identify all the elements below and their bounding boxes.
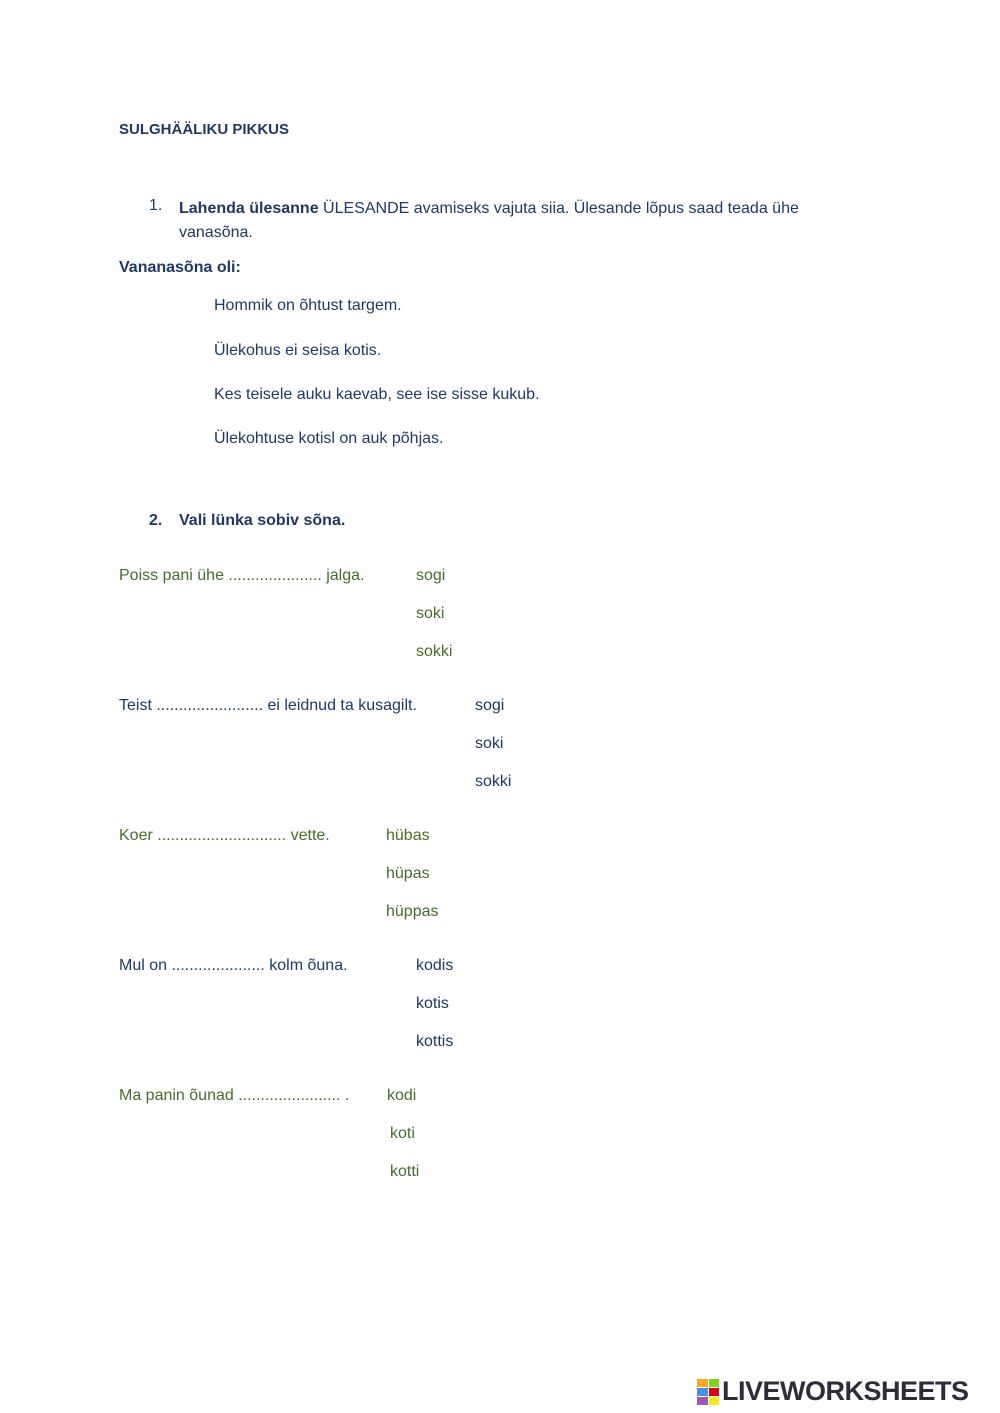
proverb-option[interactable]: Ülekohus ei seisa kotis.: [214, 342, 382, 359]
proverb-option[interactable]: Hommik on õhtust targem.: [214, 297, 402, 314]
question-sentence: Mul on ..................... kolm õuna.: [119, 957, 348, 974]
task1-bold-text: Lahenda ülesanne: [179, 200, 319, 217]
answer-option[interactable]: kottis: [416, 1033, 454, 1050]
answer-option[interactable]: soki: [475, 735, 504, 752]
logo-block: [697, 1379, 708, 1387]
question-sentence: Ma panin õunad ....................... .: [119, 1087, 350, 1104]
task2-instruction: Vali lünka sobiv sõna.: [179, 512, 346, 529]
proverb-option[interactable]: Ülekohtuse kotisl on auk põhjas.: [214, 430, 444, 447]
logo-block: [697, 1388, 708, 1396]
answer-option[interactable]: hüpas: [386, 865, 430, 882]
page-title: SULGHÄÄLIKU PIKKUS: [119, 121, 290, 138]
answer-option[interactable]: soki: [416, 605, 445, 622]
liveworksheets-watermark: [697, 1378, 969, 1405]
answer-option[interactable]: kotis: [416, 995, 449, 1012]
task1-number: 1.: [149, 197, 163, 214]
answer-option[interactable]: kodi: [387, 1087, 417, 1104]
answer-option[interactable]: sogi: [475, 697, 505, 714]
logo-block: [697, 1397, 708, 1405]
question-sentence: Koer ............................. vette.: [119, 827, 330, 844]
question-sentence: Teist ........................ ei leidnud ta kusagilt.: [119, 697, 417, 714]
answer-option[interactable]: koti: [390, 1125, 415, 1142]
answer-option[interactable]: sokki: [475, 773, 512, 790]
watermark-text: LIVEWORKSHEETS: [722, 1376, 969, 1406]
answer-option[interactable]: sokki: [416, 643, 453, 660]
task1-instruction: [179, 197, 819, 245]
liveworksheets-logo-icon: [697, 1379, 719, 1405]
answer-option[interactable]: hüppas: [386, 903, 439, 920]
answer-option[interactable]: sogi: [416, 567, 446, 584]
answer-option[interactable]: hübas: [386, 827, 430, 844]
proverb-option[interactable]: Kes teisele auku kaevab, see ise sisse kukub.: [214, 386, 540, 403]
logo-block: [709, 1379, 720, 1387]
logo-block: [709, 1388, 720, 1396]
logo-block: [709, 1397, 720, 1405]
task1-link-text[interactable]: ÜLESANDE avamiseks vajuta siia. Ülesande lõpus saad teada ühe vanasõna.: [179, 200, 799, 241]
question-sentence: Poiss pani ühe ..................... jalga.: [119, 567, 365, 584]
proverb-label: Vananasõna oli:: [119, 259, 241, 276]
answer-option[interactable]: kotti: [390, 1163, 420, 1180]
answer-option[interactable]: kodis: [416, 957, 454, 974]
task2-number: 2.: [149, 512, 163, 529]
